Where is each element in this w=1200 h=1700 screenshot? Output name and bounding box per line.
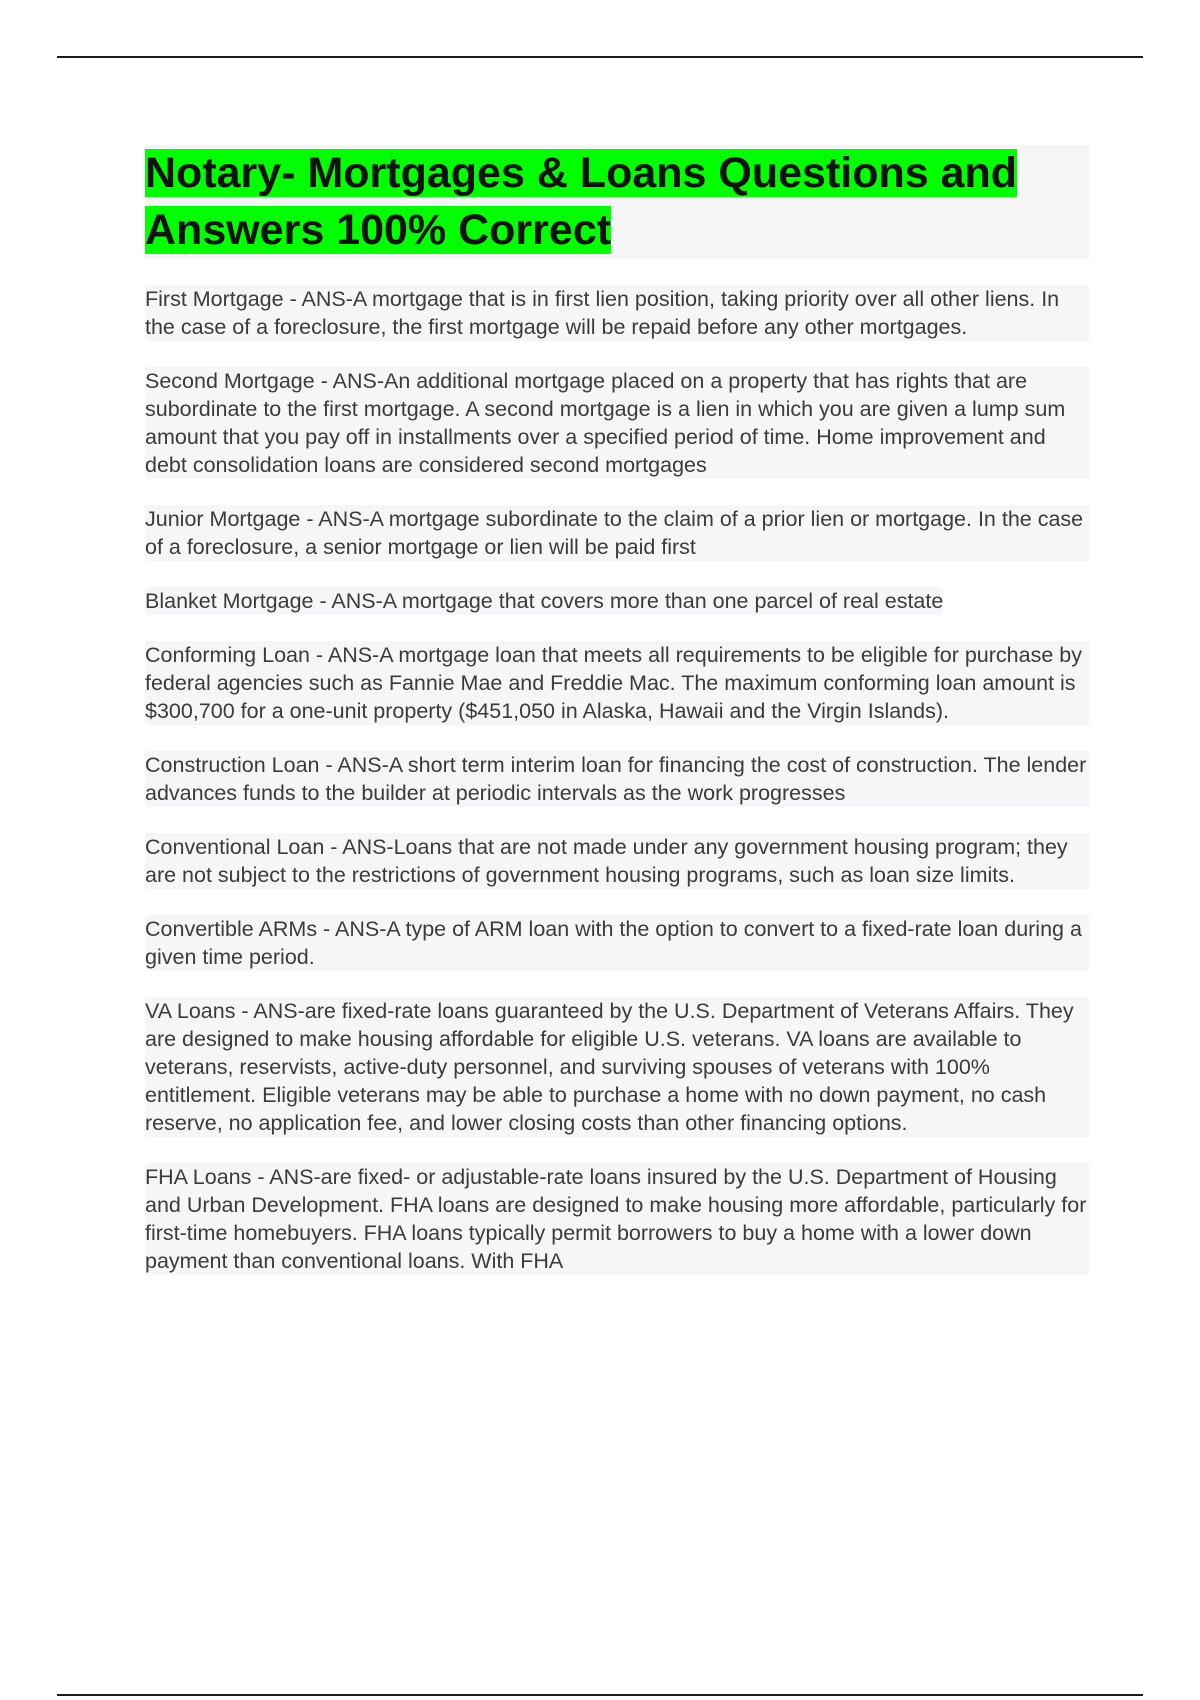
document-title — [145, 145, 1089, 259]
qa-entry-convertible-arms: Convertible ARMs - ANS-A type of ARM loan with the option to convert to a fixed-rate loan during a given time period. — [145, 915, 1089, 971]
qa-entry-fha-loans: FHA Loans - ANS-are fixed- or adjustable-rate loans insured by the U.S. Department of Housing and Urban Development. FHA loans are designed to make housing more affordable, particularly for first-time homebuyers. FHA loans typically permit borrowers to buy a home with a lower down payment than conventional loans. With FHA — [145, 1163, 1089, 1275]
qa-list — [145, 285, 1089, 1275]
qa-entry-va-loans: VA Loans - ANS-are fixed-rate loans guaranteed by the U.S. Department of Veterans Affairs. They are designed to make housing affordable for eligible U.S. veterans. VA loans are available to veterans, reservists, active-duty personnel, and surviving spouses of veterans with 100% entitlement. Eligible veterans may be able to purchase a home with no down payment, no cash reserve, no application fee, and lower closing costs than other financing options. — [145, 997, 1089, 1137]
qa-entry-conventional-loan: Conventional Loan - ANS-Loans that are not made under any government housing program; they are not subject to the restrictions of government housing programs, such as loan size limits. — [145, 833, 1089, 889]
qa-entry-conforming-loan: Conforming Loan - ANS-A mortgage loan that meets all requirements to be eligible for purchase by federal agencies such as Fannie Mae and Freddie Mac. The maximum conforming loan amount is $300,700 for a one-unit property ($451,050 in Alaska, Hawaii and the Virgin Islands). — [145, 641, 1089, 725]
qa-entry-junior-mortgage: Junior Mortgage - ANS-A mortgage subordinate to the claim of a prior lien or mortgage. In the case of a foreclosure, a senior mortgage or lien will be paid first — [145, 505, 1089, 561]
header-rule — [57, 56, 1143, 58]
footer-rule — [57, 1694, 1143, 1696]
title-highlight: Notary- Mortgages & Loans Questions and Answers 100% Correct — [145, 149, 1018, 254]
qa-entry-first-mortgage: First Mortgage - ANS-A mortgage that is in first lien position, taking priority over all other liens. In the case of a foreclosure, the first mortgage will be repaid before any other mortgages. — [145, 285, 1089, 341]
qa-entry-construction-loan: Construction Loan - ANS-A short term interim loan for financing the cost of construction. The lender advances funds to the builder at periodic intervals as the work progresses — [145, 751, 1089, 807]
title-block — [145, 145, 1089, 259]
qa-entry-second-mortgage: Second Mortgage - ANS-An additional mortgage placed on a property that has rights that are subordinate to the first mortgage. A second mortgage is a lien in which you are given a lump sum amount that you pay off in installments over a specified period of time. Home improvement and debt consolidation loans are considered second mortgages — [145, 367, 1089, 479]
qa-entry-blanket-mortgage: Blanket Mortgage - ANS-A mortgage that covers more than one parcel of real estate — [145, 589, 944, 613]
document-body — [145, 145, 1089, 1275]
